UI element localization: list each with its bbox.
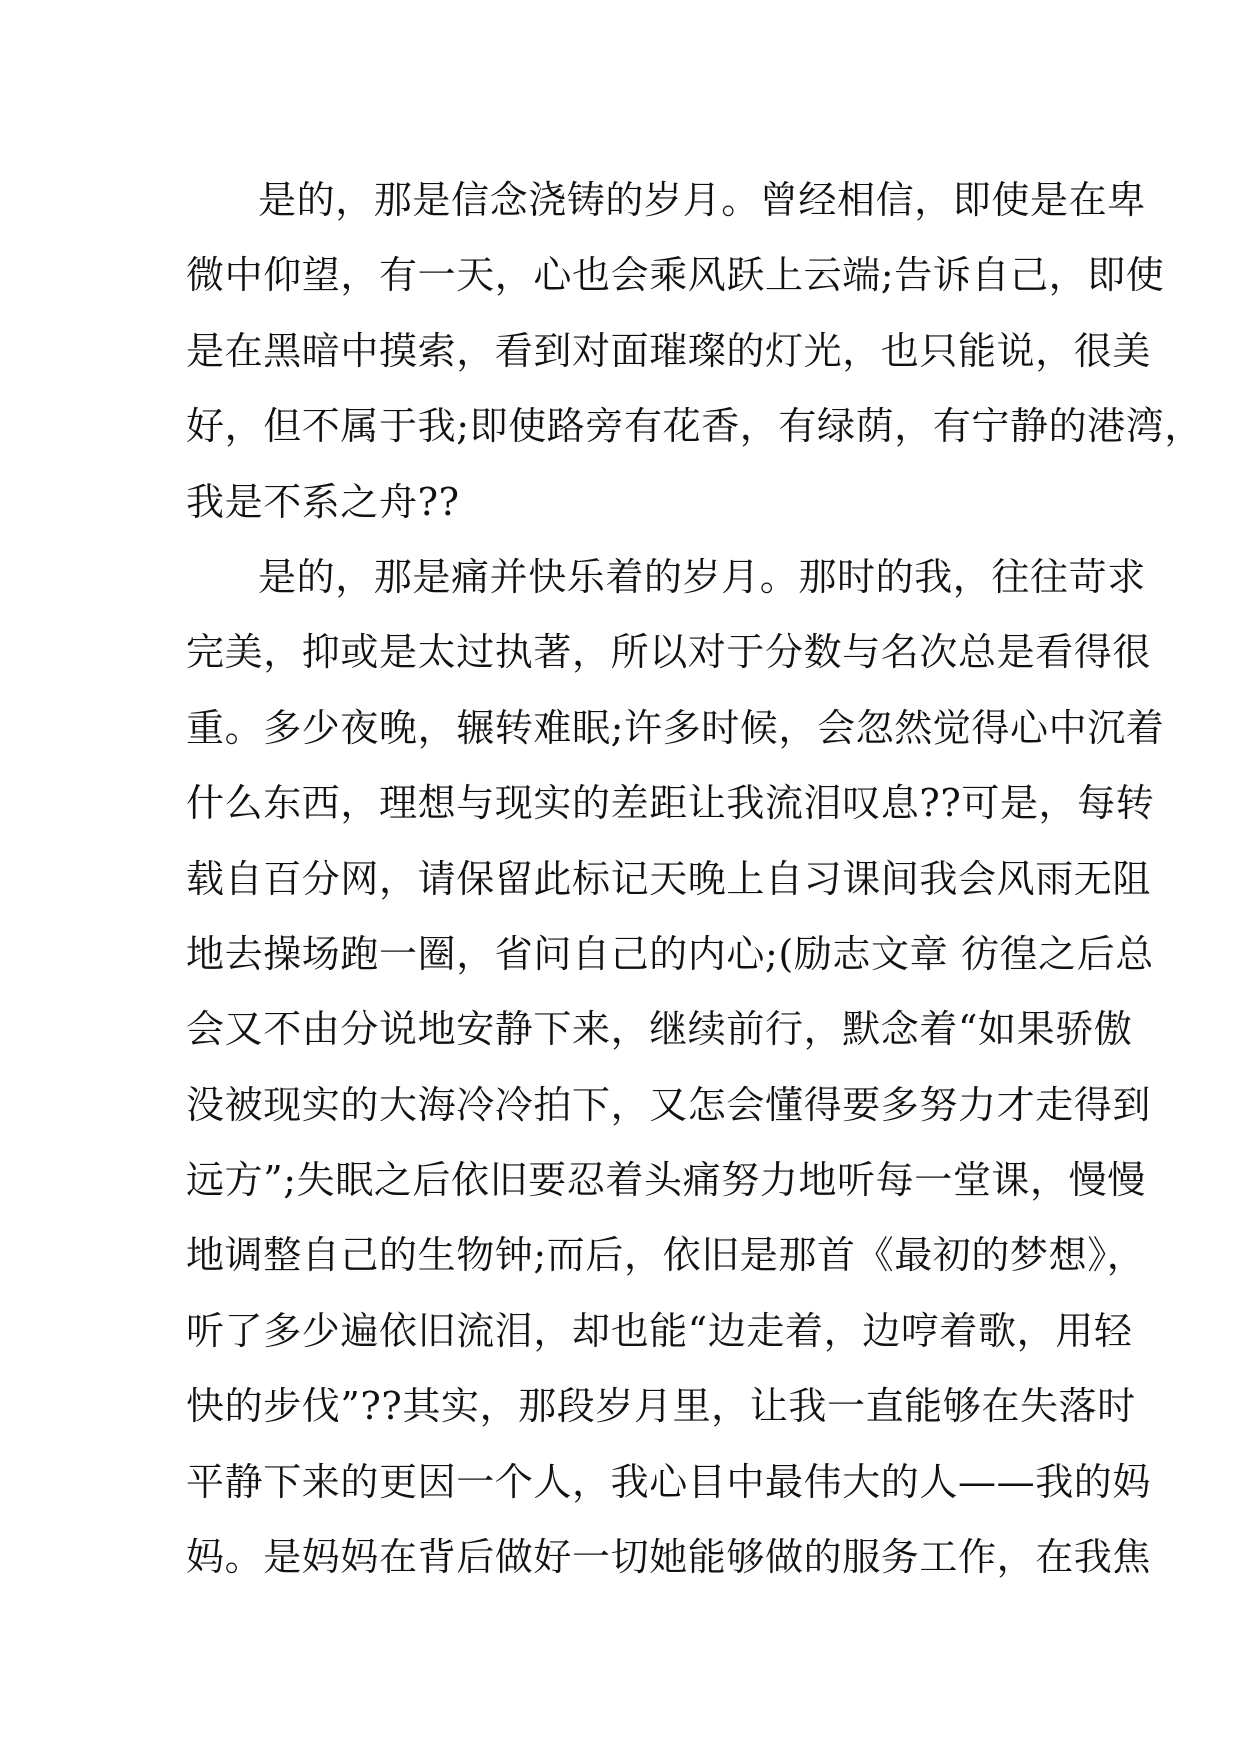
text-line: 什么东西，理想与现实的差距让我流泪叹息??可是，每转	[186, 781, 1155, 826]
text-line: 我是不系之舟??	[186, 479, 460, 524]
text-line: 完美，抑或是太过执著，所以对于分数与名次总是看得很	[186, 630, 1152, 675]
text-line: 远方”;失眠之后依旧要忍着头痛努力地听每一堂课，慢慢	[186, 1158, 1146, 1203]
text-line: 快的步伐”??其实，那段岁月里，让我一直能够在失落时	[186, 1384, 1136, 1429]
text-line: 平静下来的更因一个人，我心目中最伟大的人——我的妈	[186, 1459, 1152, 1504]
document-body	[186, 170, 1204, 1602]
text-line: 地去操场跑一圈，省问自己的内心;(励志文章 彷徨之后总	[186, 931, 1154, 976]
text-line: 会又不由分说地安静下来，继续前行，默念着“如果骄傲	[186, 1007, 1133, 1052]
text-line: 载自百分网，请保留此标记天晚上自习课间我会风雨无阻	[186, 856, 1152, 901]
text-line: 微中仰望，有一天，心也会乘风跃上云端;告诉自己，即使	[186, 253, 1165, 298]
text-line: 地调整自己的生物钟;而后，依旧是那首《最初的梦想》，	[186, 1233, 1146, 1278]
text-line: 重。多少夜晚，辗转难眠;许多时候，会忽然觉得心中沉着	[186, 705, 1165, 750]
text-line: 好，但不属于我;即使路旁有花香，有绿荫，有宁静的港湾，	[186, 404, 1204, 449]
text-line: 听了多少遍依旧流泪，却也能“边走着，边哼着歌，用轻	[186, 1308, 1133, 1353]
text-line: 没被现实的大海冷冷拍下，又怎会懂得要多努力才走得到	[186, 1082, 1152, 1127]
text-line: 妈。是妈妈在背后做好一切她能够做的服务工作，在我焦	[186, 1535, 1152, 1580]
text-line: 是的，那是信念浇铸的岁月。曾经相信，即使是在卑	[258, 178, 1146, 222]
text-line: 是在黑暗中摸索，看到对面璀璨的灯光，也只能说，很美	[186, 328, 1152, 373]
text-line: 是的，那是痛并快乐着的岁月。那时的我，往往苛求	[258, 554, 1146, 599]
